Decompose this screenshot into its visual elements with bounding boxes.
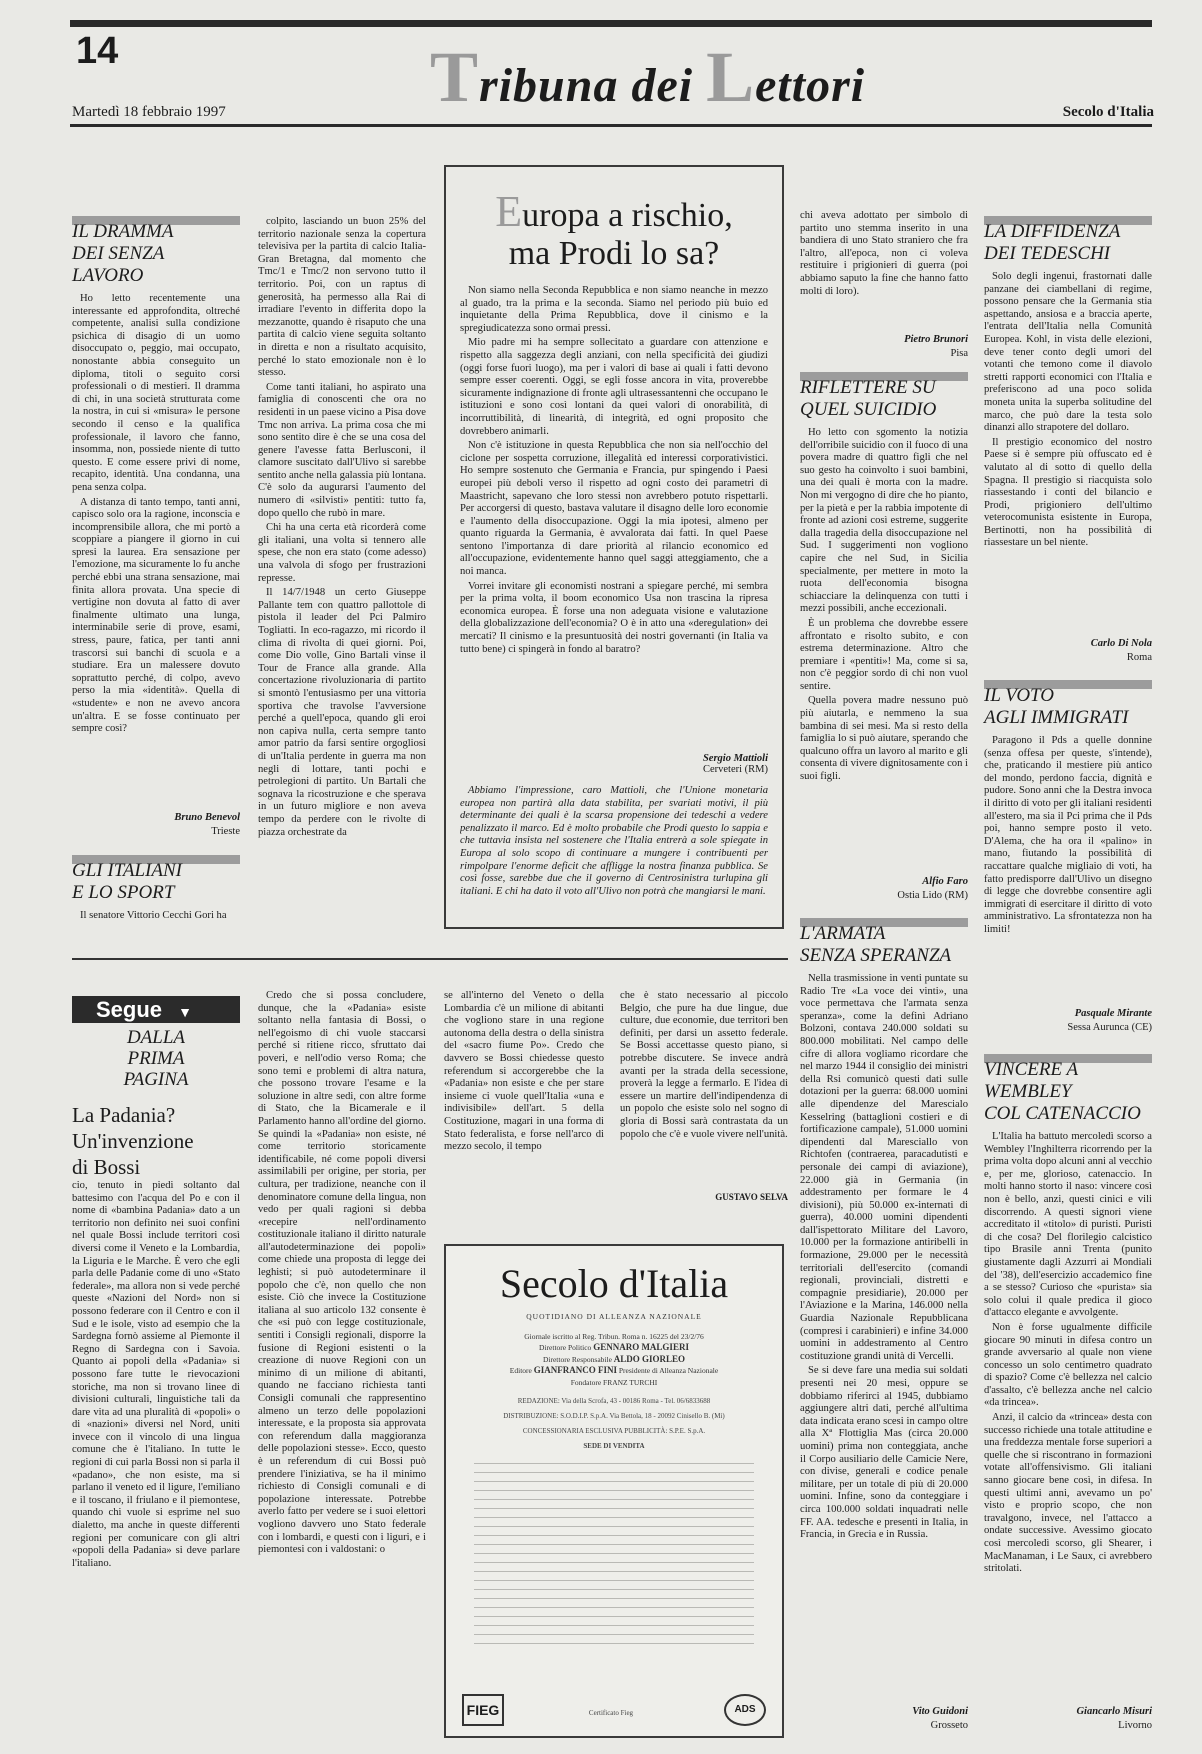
info-line: REDAZIONE: Via della Scrofa, 43 - 00186 Roma - Tel. 06/6833688 — [517, 1397, 711, 1405]
signature-city: Cerveteri (RM) — [702, 764, 768, 775]
signature: Carlo Di Nola — [1090, 638, 1152, 649]
letter-title — [984, 221, 1152, 265]
letter-title — [72, 860, 240, 904]
fieg-logo: FIEG — [462, 1694, 504, 1726]
signature: Pietro Brunori — [904, 334, 968, 345]
segue-subtitle — [72, 1027, 240, 1090]
label: Presidente di Alleanza Nazionale — [618, 1366, 719, 1375]
issue-date: Martedì 18 febbraio 1997 — [72, 104, 226, 120]
paragraph: Credo che si possa concludere, dunque, che la «Padania» esiste soltanto nella fantasia di Bossi, o nell'egoismo di chi vuole staccarsi perché si ritiene ricco, sfruttato dai poveri, e nell'odio verso Roma; che sono temi e problemi di altra natura, che possono trovare l'esame e la soluzione in altre sedi, con altre forme di Stato, che la Bicamerale e il Parlamento hanno all'ordine del giorno. Se quindi la «Padania» non esiste, né come territorio storicamente identificabile, né come popoli diversi assimilabili per origine, per storia, per cultura, per tradizione, neanche con il denominatore comune della lingua, non vedo per quali ragioni si debba «recepire nell'ordinamento costituzionale italiano il diritto naturale all'autodeterminazione dei popoli» come chiede una proposta di legge dei leghisti; si può autodeterminare il popolo che c'è, non quello che non esiste. Ciò che invece la Costituzione italiana al suo articolo 132 consente è che «si può con legge costituzionale, sentiti i Consigli regionali, disporre la fusione di Regioni esistenti o la creazione di nuove Regioni con un minimo di un milione di abitanti, quando ne facciano richiesta tanti Consigli comunali che rappresentino almeno un terzo delle popolazioni interessate, e la proposta sia approvata con referendum dalla maggioranza delle popolazioni stesse». Ecco, questo è un referendum di cui Bossi può prendere l'iniziativa, se ha il minimo richiesto di Consigli comunali e di popolazione interessate. Potrebbe averlo fatto per vedere se i suoi elettori vogliono davvero uno Stato federale con i lombardi, e questi con i liguri, e i piemontesi con i valdostani: o — [258, 990, 426, 1556]
letter-body — [984, 735, 1152, 1001]
masthead-title: Secolo d'Italia — [499, 1261, 729, 1306]
letter-wembley — [984, 1054, 1152, 1705]
signature-city: Trieste — [211, 826, 240, 837]
title-line: DEI TEDESCHI — [984, 243, 1111, 264]
paragraph: Non c'è istituzione in questa Repubblica che non sia nell'occhio del ciclone per sospetta corruzione, illegalità ed interessi corporativistici. Ho sempre sostenuto che Germania e Francia, pur spingendo i Paesi europei più deboli verso il rispetto ad ogni costo dei parametri di Maastricht, sapevano che loro stessi non avrebbero potuto rispettarli. Per accorgersi di questo, bastava valutare il disagno delle loro economie e l'aumento della disoccupazione. Oggi la mia ipotesi, almeno per quanto riguarda la Germania, è avvalorata dai fatti. In quel Paese sentono l'importanza di dare priorità al rilancio economico ed all'occupazione, evidentemente hanno quel saggi atteggiamento, che a noi manca. — [460, 440, 768, 578]
title-initial-2: L — [706, 37, 756, 117]
segue-block — [72, 996, 240, 1180]
letter-dramma — [72, 216, 240, 833]
title-line: GLI ITALIANI — [72, 860, 182, 881]
title-line: AGLI IMMIGRATI — [984, 707, 1129, 728]
fine-print — [474, 1459, 754, 1649]
article-title — [72, 1102, 240, 1180]
title-initial-1: T — [430, 37, 480, 117]
letter-title — [984, 1059, 1152, 1125]
segue-banner — [72, 996, 240, 1023]
letter-body — [258, 216, 426, 936]
letter-sport — [72, 855, 240, 925]
signature-city: Livorno — [1118, 1720, 1152, 1731]
title-line: Un'invenzione — [72, 1129, 194, 1153]
paragraph: Nella trasmissione in venti puntate su Radio Tre «La voce dei vinti», una voce permettava che l'armata senza speranza», come la definì Adriano Bolzoni, contava 240.000 soldati su 800.000 mobilitati. Nel campo delle cifre di allora vogliamo ricordare che nel marzo 1944 il consiglio dei ministri della Rsi comunicò questi dati sulle dotazioni per la guerra: 68.000 uomini alle dipendenze del Marescialo Kesselring (battaglioni costieri e di fortificazione campale), 51.000 uomini dipendenti dal Maresciallo von Richtofen (contraerea, paracadutisti e personale dei campi di aviazione), 22.000 già in Germania (in addestramento per formare le 4 divisioni), più 50.000 ex-internati di guerra), 40.000 uomini dipendenti dall'ispettorato Militare del Lavoro, 10.000 per la formazione antiribelli in formazione, 29.000 per le necessità territoriali dell'esercito (comandi regionali, provinciali, distretti e compagnie presidiarie), 20.000 per l'Aviazione e la Marina, 146.000 nella Guardia Nazionale Repubblicana (compresi i carabinieri) e infine 34.000 uomini in addestramento al Centro costituzione grandi unità di Vercelli. — [800, 973, 968, 1362]
paragraph: Chi ha una certa età ricorderà come gli italiani, una volta si tennero alle spese, che non era stato (come adesso) una valvola di sfogo per frustrazioni represse. — [258, 522, 426, 584]
letter-suicidio — [800, 372, 968, 847]
letter-title — [72, 221, 240, 287]
letter-armata — [800, 918, 968, 1691]
header-rule-thin — [70, 124, 1152, 127]
paragraph: Il 14/7/1948 un certo Giuseppe Pallante tem con quattro pallottole di pistola il leader del Pci Palmiro Togliatti. In eco-ragazzo, mi ricordo il clima di rivolta di quei giorni. Poi, come Dio volle, Gino Bartali vinse il Tour de France alla grande. Alla concertazione rivoluzionaria di partito si smontò l'entusiasmo per una vittoria sportiva che travolse l'avversione perché a quell'epoca, quando gli eroi non capiva nulla, certa sempre tanto amor patrio da farsi sentire orgogliosi di un'Italia perdente in guerra ma non negli di lottare, tanti pochi e petrolegioni di partito. Un Bartali che sognava la ricostruzione e che sperava in un futuro migliore e non aveva tempo da perdere con le rivolte di piazza orchestrate da — [258, 587, 426, 838]
paragraph: Ho letto recentemente una interessante ed approfondita, oltreché competente, analisi sulla condizione psichica di disagio di un uomo disoccupato o, peggio, mai occupato, nonostante abbia conseguito un diploma, titoli o seguito corsi professionali o di mestieri. Il dramma di chi, in una società strutturata come la nostra, in cui si «misura» le persone secondo il censo e la qualifica professionale, il lavoro che fanno, insomma, non, possiede niente di tutto questo. E come essere privi di nome, recapito, identità. Una condanna, una pena senza colpa. — [72, 293, 240, 493]
paragraph: L'Italia ha battuto mercoledì scorso a Wembley l'Inghilterra ricorrendo per la prima volta dopo alcuni anni al vecchio e, per me, glorioso, catenaccio. In molti hanno storto il naso: vincere così non è bello, anzi, questi cinici e vili discorrendo. A questi signori viene accreditato il «titolo» di puristi. Puristi di che cosa? Del florilegio calcistico tipo Brasile anni Trenta (punito giustamente dagli Azzurri ai Mondiali del '38), dell'esercizio accademico fine a se stesso? Curioso che «purista» sia solo colui il quale predica il gioco d'attacco elegante e avvolgente. — [984, 1131, 1152, 1319]
founder: Fondatore FRANZ TURCHI — [570, 1377, 658, 1387]
paragraph: Solo degli ingenui, frastornati dalle panzane dei ciambellani di regime, possono pensare che la Germania stia aspettando, ansiosa e a braccia aperte, l'entrata dell'Italia nella Comunità Europea. Kohl, in vista delle elezioni, deve tener conto degli umori del votanti che temono come il diavolo stretti rapporti economici con l'Italia e preferiscono ad una poco solida moneta unita la superba solitudine del marco, che può dare la testa solo dinanzi allo strapotere del dollaro. — [984, 271, 1152, 434]
paper-name: Secolo d'Italia — [1062, 104, 1154, 120]
paragraph: Non è forse ugualmente difficile giocare 90 minuti in difesa contro un grande avversario al quale non viene concesso un solo centimetro quadrato di spazio? Come c'è bellezza nel calcio d'assalto, c'è bellezza anche nel calcio «da trincea». — [984, 1321, 1152, 1409]
label: Direttore Responsabile — [542, 1354, 612, 1364]
letter-body — [984, 271, 1152, 619]
editor — [446, 1366, 782, 1376]
signature: Pasquale Mirante — [1074, 1008, 1152, 1019]
title-part-1: ribuna dei — [479, 59, 707, 112]
name: GENNARO MALGIERI — [593, 1342, 689, 1352]
segue-label: Segue — [96, 997, 163, 1022]
letter-prev-continuation — [800, 210, 968, 306]
title-line: DEI SENZA LAVORO — [72, 243, 165, 286]
paragraph: È un problema che dovrebbe essere affrontato e risolto subito, e con estrema determinazione. Altro che premiare i «pentiti»! Ma, come si sa, non c'è peggior sordo di chi non vuol sentire. — [800, 617, 968, 692]
title-line: COL CATENACCIO — [984, 1103, 1141, 1124]
article-column-2 — [258, 990, 426, 1735]
paragraph: Mio padre mi ha sempre sollecitato a guardare con attenzione e rispetto alla saggezza degli anziani, con nella specificità dei giudizi (oggi forse fuori luogo), ma per i valori di base ai quali i fatti devono sempre esser coerenti. Oggi, se egli fosse ancora in vita, proverebbe sicuramente indignazione di fronte agli ultrasessantenni che occupano le istituzioni e sono così lontani da quei valori di onorabilità, di incorruttibilità, di linearità, di integrità, ed ogni proposito che dovrebbero animarli. — [460, 337, 768, 437]
info-line: CONCESSIONARIA ESCLUSIVA PUBBLICITÀ: S.P.E. S.p.A. — [522, 1427, 706, 1435]
paragraph: cio, tenuto in piedi soltanto dal battesimo con l'acqua del Po e con il nome di «bambina Padania» dato a un territorio non definito nei suoi confini nel quale Bossi include territori così diversi come il Veneto e la Lombardia, la Liguria e le Marche. È vero che egli parla delle Padanie come di uno «Stato federale», ma allora non si vede perché queste «Nazioni del Nord» non si possono federare con il Centro e con il Sud e le isole, visto ad esempio che la Sardegna fornò assieme al Piemonte il Regno di Sardegna con i Savoia. Quanto ai popoli della «Padania» si possono fare tutte le rievocazioni storiche, ma non si trovano linee di divisioni culturali, linguistiche tali da dare vita ad una pluralità di «popoli» o di «nazioni» diversi nel Nord, uniti invece con il vincolo di una lingua comune che è l'italiano. In tutte le regioni di cui parla Bossi non si parla il «padano», che non esiste, ma si parlano il veneto ed il ligure, l'emiliano e il toscano, il friulano e il piemontese, quando chi vuole si esprime nel suo dialetto, ma anche in queste differenti regioni per comunicare con gli altri «popoli della Padania» si deve parlare l'italiano. — [72, 1180, 240, 1569]
section-title — [430, 36, 865, 119]
title-line: PRIMA — [127, 1048, 185, 1069]
title-part-2: ettori — [755, 59, 866, 112]
paragraph: colpito, lasciando un buon 25% del territorio nazionale senza la copertura televisiva per la partita di calcio Italia-Gran Bretagna, dal momento che Tmc/1 e Tmc/2 non servono tutto il territorio. Poi, con un raptus di generosità, ha permesso alla Rai di irradiare l'evento in differita dopo la mezzanotte, quando è risaputo che una partita di calcio viene seguita soltanto in diretta e non a risultato acquisito, perché lo stato emozionale non è lo stesso. — [258, 216, 426, 379]
masthead-info — [474, 1397, 754, 1649]
signature: Alfio Faro — [922, 876, 968, 887]
letter-dramma-cont — [258, 216, 426, 936]
paragraph: Quella povera madre nessuno può più aiutarla, e nemmeno la sua bambina di sei mesi. Ma si resto della famiglia lo si può aiutare, sperando che qualcuno offra un lavoro al marito e gli consenta di vivere dignitosamente con i suoi figli. — [800, 695, 968, 783]
letter-body — [984, 1131, 1152, 1705]
name: ALDO GIORLEO — [613, 1353, 686, 1364]
paragraph: che è stato necessario al piccolo Belgio, che pure ha due lingue, due culture, due economie, due territori ben definiti, per darsi un assetto federale. Se Bossi accettasse questo piano, si potrebbe discutere. Se invece andrà avanti per la strada della secessione, proverà la legge a fermarlo. E l'idea di essere un martire dell'indipendenza di un popolo che esiste solo nel sogno di gloria di Bossi sarà contrastata da un popolo che c'è e vuole vivere nell'unità. — [620, 990, 788, 1140]
signature: Giancarlo Misuri — [1076, 1706, 1152, 1717]
signature-city: Sessa Aurunca (CE) — [1067, 1022, 1152, 1033]
title-line: RIFLETTERE SU — [800, 377, 936, 398]
info-line: SEDE DI VENDITA — [583, 1442, 645, 1450]
name: GIANFRANCO FINI — [533, 1365, 617, 1375]
article-column-4 — [620, 990, 788, 1190]
title-initial: E — [495, 187, 523, 236]
title-line: QUEL SUICIDIO — [800, 399, 937, 420]
registration: Giornale iscritto al Reg. Tribun. Roma n. 16225 del 23/2/76 — [524, 1331, 704, 1341]
label: Editore — [509, 1366, 532, 1375]
signature-city: Pisa — [950, 348, 968, 359]
letter-title — [800, 923, 968, 967]
paragraph: Se si deve fare una media sui soldati presenti nei 20 mesi, oppure se dobbiamo riferirci al 1945, dubbiamo aggiungere altri dati, perché all'ultima data indicata erano scesi in campo oltre alla Xª Flottiglia Mas (circa 20.000 uomini) prima non conteggiata, anche il Corpo ausiliario delle Camicie Nere, con divise, generali e codice penale militare, per un totale di più di 20.000 uomini. Infine, sono da conteggiare i circa 100.000 soldati inquadrati nelle FF. AA. tedesche e presenti in Italia, in Francia, in Grecia e in Russia. — [800, 1365, 968, 1541]
signature: Vito Guidoni — [912, 1706, 968, 1717]
paragraph: Abbiamo l'impressione, caro Mattioli, che l'Unione monetaria europea non partirà alla data stabilita, per svariati motivi, il più determinante dei quali è la scarsa propensione dei tedeschi a vedere penalizzato il marco. Ed è molto probabile che Prodi questo lo sappia e che tuttavia insista nel sostenere che l'Italia entrerà a sole spiegate in Europa al solo scopo di continuare a mungere i contribuenti per rimpolpare l'enorme deficit che affligge la nostra finanza pubblica. Se così fosse, sarebbe due che il governo di Centrosinistra turlupina gli italiani. E chi ha dato il voto all'Ulivo non potrà che mangiarsi le mani. — [460, 785, 768, 897]
letter-body — [800, 427, 968, 847]
signature: Sergio Mattioli — [702, 753, 768, 764]
header-rule — [70, 20, 1152, 27]
paragraph: Il prestigio economico del nostro Paese si è sempre più offuscato ed è valutato al di sotto di quello della Spagna. Il prestigio si riacquista solo riassestando i conti del bilancio e Prodi, prigioniero dell'ultimo veterocomunista esistente in Europa, Bertinotti, non ha possibilità di riassestare un bel niente. — [984, 436, 1152, 549]
paragraph: A distanza di tanto tempo, tanti anni, capisco solo ora la ragione, inconscia e incomprensibile allora, che mi portò a scoppiare a piangere il giorno in cui spresi la laurea. Era sensazione per l'emozione, ma sicuramente lo fu anche perché ebbi una strana sensazione, mai finita allora provata. Una specie di vertigine non dovuta al fatto di aver finalmente ultimato una lunga, interminabile serie di prove, esami, stress, paure, fatica, per tanti anni trascorsi sui banchi di scuola e a studiare. Era un malessere dovuto soprattutto perché, di colpo, avevo perso la mia «identità». Quella di «studente» e non ne avevo ancora un'altra. E se fosse continuato per sempre così? — [72, 496, 240, 735]
title-line: L'ARMATA — [800, 923, 886, 944]
page-number: 14 — [76, 30, 119, 72]
signature-city: Roma — [1126, 652, 1152, 663]
editor-reply — [460, 785, 768, 925]
paragraph: Come tanti italiani, ho aspirato una famiglia di conoscenti che ora no residenti in un paese vicino a Pisa dove Tmc non arriva. La prima cosa che mi sono sentito dire è che se una cosa del genere l'avesse fatta Berlusconi, il clamore suscitato dall'Ulivo si sarebbe sentito anche nella galassia più lontana. C'è solo da augurarsi l'aumento del numero di «silvisti» pentiti: tutto fa, dopo quello che rubò in mare. — [258, 381, 426, 519]
certification: Certificato Fieg — [588, 1709, 634, 1717]
letter-title — [800, 377, 968, 421]
article-column-1 — [72, 1180, 240, 1735]
masthead-box — [444, 1244, 784, 1738]
letter-body — [72, 910, 240, 923]
section-divider — [72, 958, 788, 960]
ads-logo: ADS — [724, 1694, 766, 1726]
letter-body — [460, 285, 768, 747]
director-political — [446, 1343, 782, 1353]
article-column-3 — [444, 990, 604, 1190]
paragraph: Paragono il Pds a quelle donnine (senza offesa per queste, s'intende), che, praticando il mestiere più antico del mondo, perdono faccia, dignità e pudore. Sono anni che la Destra invoca il diritto di voto per gli italiani residenti all'estero, ma sia il Pci prima che il Pds poi, hanno sempre posto il veto. D'Alema, che ha ora il «palino» in mano, fiutando la possibilità di raccattare qualche migliaio di voti, ha fatto predisporre dall'Ulivo un disegno di legge che dovrebbe consentire agli immigrati di esercitare il diritto di voto amministrativo. La sfrontatezza non ha limiti! — [984, 735, 1152, 935]
paragraph: se all'interno del Veneto o della Lombardia c'è un milione di abitanti che vogliono stare in una regione autonoma della destra o della sinistra del «sacro fiume Po». Credo che davvero se Bossi chiedesse questo referendum si accorgerebbe che la «Padania» non esiste e che per stare insieme ci vuole quell'Italia «una e indivisibile» dell'art. 5 della Costituzione, magari in una forma di Stato federalista, e forse nell'arco di mezzo secolo, il tempo — [444, 990, 604, 1153]
letter-voto — [984, 680, 1152, 1001]
title-line: SENZA SPERANZA — [800, 945, 952, 966]
title-line: VINCERE A WEMBLEY — [984, 1059, 1078, 1102]
title-line: IL VOTO — [984, 685, 1055, 706]
paragraph: Ho letto con sgomento la notizia dell'orribile suicidio con il fuoco di una povera madre di quattro figli che nel suo gesto ha coinvolto i suoi bambini, una dei quali è morta con la madre. Non mi vergogno di dire che ho pianto, per la pietà e per la rabbia impotente di fronte ad azioni così estreme, suggerite dalla tragedia della disoccupazione nel Sud. I suggerimenti non vogliono capire che nel Sud, in Sicilia specialmente, per mettere in moto la ruota dell'economia bisogna schiacciare la delinquenza con tutti i mezzi possibili, anche eccezionali. — [800, 427, 968, 615]
title-line: DALLA — [126, 1027, 186, 1048]
title-line: ma Prodi lo sa? — [508, 235, 720, 272]
title-line: La Padania? — [72, 1103, 176, 1127]
info-line: DISTRIBUZIONE: S.O.D.I.P. S.p.A. Via Bettola, 18 - 20092 Cinisello B. (Mi) — [503, 1412, 725, 1420]
paragraph: Il senatore Vittorio Cecchi Gori ha — [80, 910, 227, 921]
letter-title — [984, 685, 1152, 729]
paragraph: Anzi, il calcio da «trincea» desta con successo richiede una totale attitudine e una freddezza mentale forse superiori a quelle che si riscontrano in formazioni votate all'offensivismo. Gli italiani sanno giocare bene così, in difesa. In questi ultimi anni, avevamo un po' visto e proprio scopo, che non travalgono, invece, nel l'attacco a ondate successive. Avessimo giocato così mercoledì scorso, gli Shearer, i MacManaman, i Le Saux, ci avrebbero stritolati. — [984, 1412, 1152, 1575]
letter-body — [72, 293, 240, 833]
title-line: E LO SPORT — [72, 882, 175, 903]
arrow-down-icon: ▼ — [178, 1004, 193, 1020]
paragraph: Non siamo nella Seconda Repubblica e non siamo neanche in mezzo al guado, tra la prima e la seconda. Siamo nel periodo più buio ed inquietante della Prima Repubblica, dove il cinismo e la spregiudicatezza sono ormai pressi. — [460, 285, 768, 334]
featured-title — [446, 187, 782, 273]
masthead-subtitle: QUOTIDIANO DI ALLEANZA NAZIONALE — [526, 1312, 702, 1321]
signature-city: Ostia Lido (RM) — [897, 890, 968, 901]
signature-city: Grosseto — [930, 1720, 968, 1731]
title-line: LA DIFFIDENZA — [984, 221, 1121, 242]
letter-diffidenza — [984, 216, 1152, 619]
title-line: di Bossi — [72, 1155, 141, 1179]
director-responsible — [446, 1355, 782, 1365]
signature: Bruno Benevol — [174, 812, 240, 823]
title-line: PAGINA — [123, 1069, 189, 1090]
label: Direttore Politico — [539, 1343, 592, 1352]
title-line: IL DRAMMA — [72, 221, 174, 242]
title-line: uropa a rischio, — [522, 197, 733, 234]
article-signature: GUSTAVO SELVA — [715, 1192, 788, 1202]
paragraph: chi aveva adottato per simbolo di partito uno stemma inserito in una bandiera di uno Stato straniero che fra l'altro, all'epoca, non ci voleva restituire i prigionieri di guerra (poi abbiamo saputo la fine che hanno fatto molti di loro). — [800, 210, 968, 297]
letter-body — [800, 973, 968, 1691]
featured-letter-box — [444, 165, 784, 929]
paragraph: Vorrei invitare gli economisti nostrani a spiegare perché, mi sembra per la prima volta, il boom economico Usa non trascina la ripresa economica europea. È forse una non adeguata visione e valutazione della globalizzazione dell'economia? O è in atto una «deregulation» dei mercati? Il cinismo e la presuntuosità dei nostri governanti (in Italia va tutto bene) ci spingerà in fondo al baratro? — [460, 580, 768, 655]
